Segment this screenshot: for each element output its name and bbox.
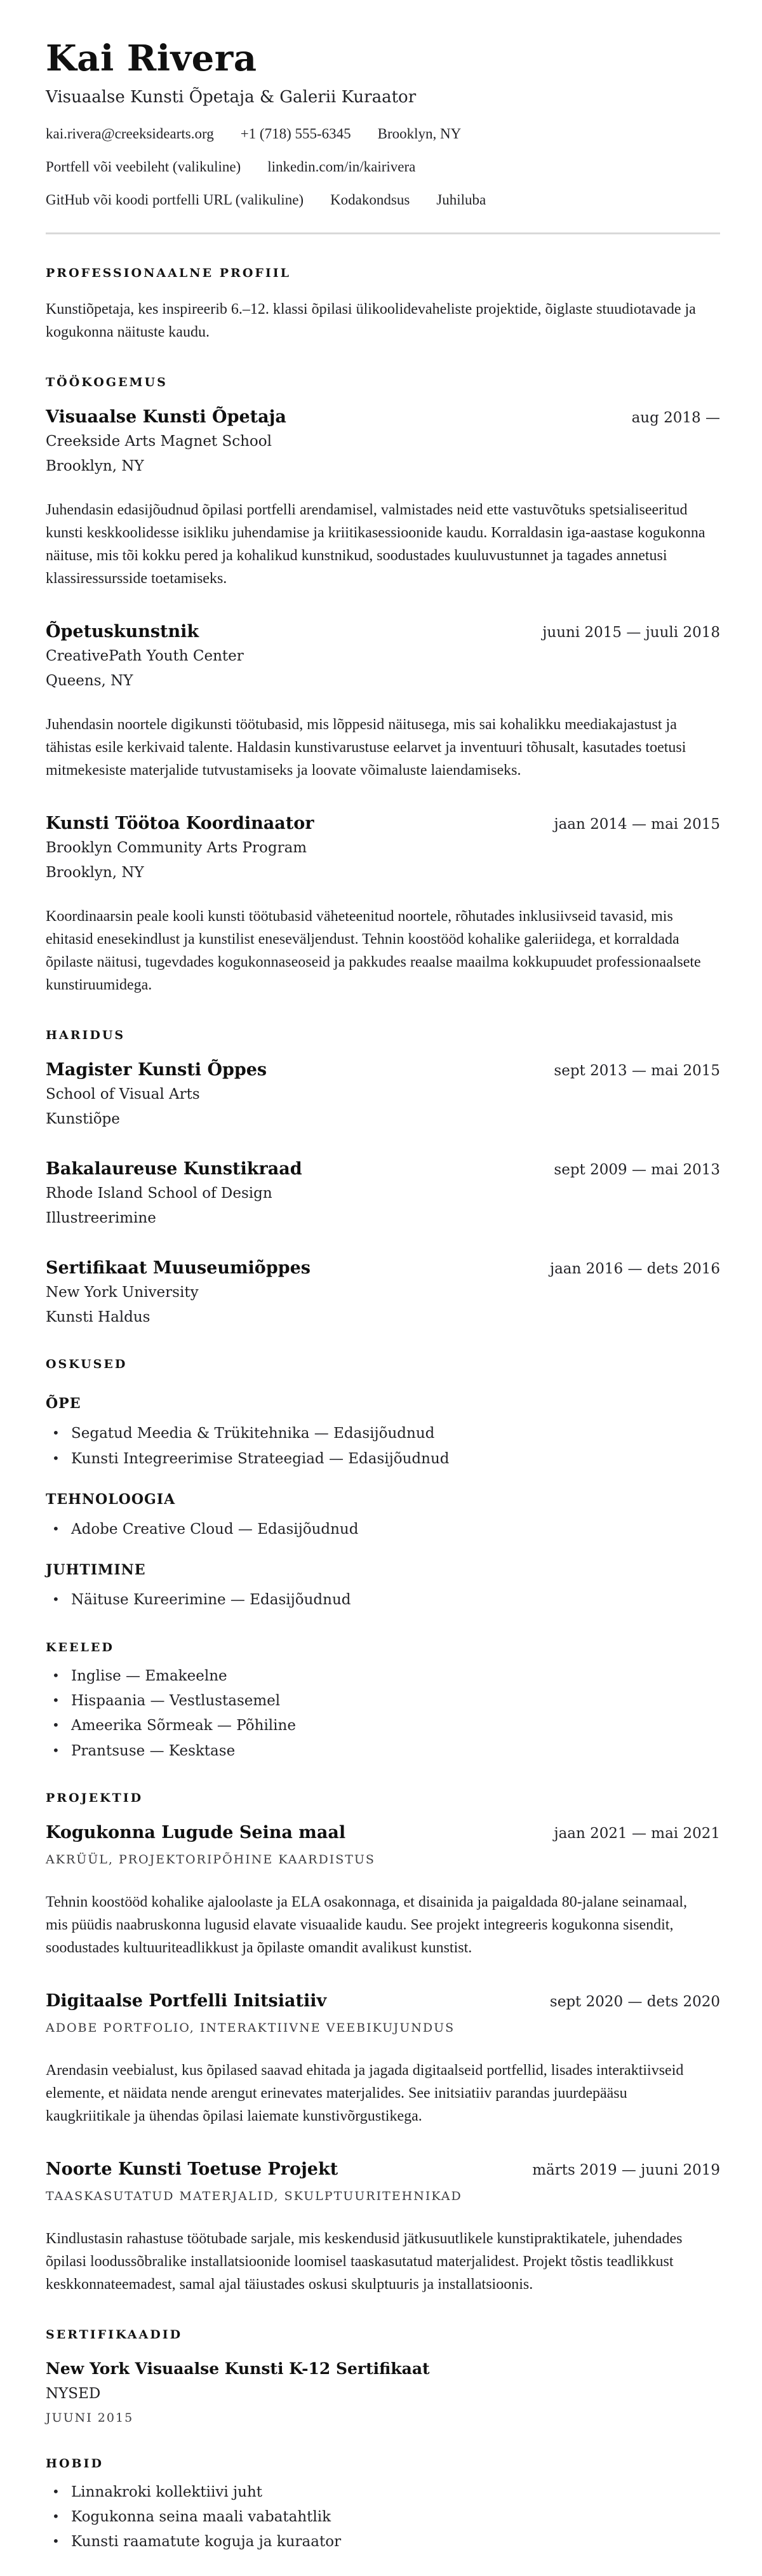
job-location: Brooklyn, NY <box>46 458 144 475</box>
project-dates: sept 2020 — dets 2020 <box>549 1993 720 2010</box>
skills-heading: OSKUSED <box>46 1357 128 1372</box>
section-experience <box>46 375 720 996</box>
project-tags: TAASKASUTATUD MATERJALID, SKULPTUURITEHNIKAD <box>46 2189 462 2203</box>
contact-citizenship-label: Kodakondsus <box>330 192 410 208</box>
contact-row-3 <box>46 192 720 208</box>
certification-date: JUUNI 2015 <box>46 2410 134 2425</box>
job-entry <box>46 814 720 996</box>
hobbies-list <box>46 2485 720 2551</box>
education-field: Kunsti Haldus <box>46 1309 150 1326</box>
job-description: Juhendasin edasijõudnud õpilasi portfelli arendamisel, valmistades neid ette vastuvõtuks spetsialiseeritud kunsti keskkoolidesse isikliku juhendamise ja kriitikasessioonide kaudu. Korraldasin iga-aastase kogukonna näituse, mis tõi kokku pered ja kohalikud kunstnikud, soodustades kuuluvustunnet ja tagades annetusi klassiressursside toetamiseks. <box>46 502 705 587</box>
hobbies-heading: HOBID <box>46 2456 104 2471</box>
section-hobbies <box>46 2457 720 2551</box>
job-description: Juhendasin noortele digikunsti töötubasid, mis lõppesid näitusega, mis sai kohalikku meediakajastust ja tähistas esile kerkivaid talente. Haldasin kunstivarustuse eelarvet ja inventuuri tõhusalt, kasutades toetusi mitmekesiste materjalide tutvustamiseks ja loovate võimaluste laiendamiseks. <box>46 716 686 779</box>
contact-location: Brooklyn, NY <box>377 126 462 142</box>
project-description: Tehnin koostööd kohalike ajaloolaste ja ELA osakonnaga, et disainida ja paigaldada 80-jalane seinamaal, mis püüdis naabruskonna lugusid elavate visuaalide kaudu. See projekt integreeris kogukonna sisendit, soodustades kultuuriteadlikkust ja õpilaste omandit avalikust kunstist. <box>46 1893 687 1956</box>
education-school: Rhode Island School of Design <box>46 1185 272 1202</box>
contact-portfolio-label: Portfell või veebileht (valikuline) <box>46 159 241 175</box>
certifications-heading: SERTIFIKAADID <box>46 2327 183 2342</box>
job-dates: jaan 2014 — mai 2015 <box>554 816 720 833</box>
project-entry <box>46 1991 720 2128</box>
contact-linkedin: linkedin.com/in/kairivera <box>267 159 416 175</box>
education-degree: Sertifikaat Muuseumiõppes <box>46 1258 311 1278</box>
job-location: Brooklyn, NY <box>46 864 144 882</box>
project-entry <box>46 2159 720 2296</box>
job-dates: aug 2018 — <box>631 410 720 427</box>
certification-entry <box>46 2359 720 2425</box>
section-languages <box>46 1640 720 1759</box>
experience-heading: TÖÖKOGEMUS <box>46 375 168 390</box>
header-divider <box>46 232 720 234</box>
project-title: Digitaalse Portfelli Initsiatiiv <box>46 1990 327 2011</box>
skills-group-leadership: JUHTIMINE <box>46 1562 146 1579</box>
skill-item: • Näituse Kureerimine — Edasijõudnud <box>46 1592 720 1608</box>
education-entry <box>46 1060 720 1127</box>
hobby-item: • Kunsti raamatute koguja ja kuraator <box>46 2534 720 2550</box>
contact-github-label: GitHub või koodi portfelli URL (valikuline) <box>46 192 304 208</box>
education-heading: HARIDUS <box>46 1028 126 1043</box>
hobby-item: • Linnakroki kollektiivi juht <box>46 2485 720 2500</box>
languages-list <box>46 1668 720 1759</box>
section-profile <box>46 266 720 344</box>
project-tags: ADOBE PORTFOLIO, INTERAKTIIVNE VEEBIKUJUNDUS <box>46 2020 455 2035</box>
language-item: • Prantsuse — Kesktase <box>46 1743 720 1759</box>
contact-row-1 <box>46 126 720 142</box>
project-description: Arendasin veebialust, kus õpilased saavad ehitada ja jagada digitaalseid portfellid, lisades interaktiivseid elemente, et näidata nende arengut erinevates materjalides. See initsiatiiv parandas juurdepääsu kaugkriitikale ja ühendas õpilasi laiemate kunstivõrgustikega. <box>46 2062 684 2124</box>
job-entry <box>46 622 720 782</box>
contact-row-2 <box>46 159 720 175</box>
education-entry <box>46 1159 720 1226</box>
education-degree: Magister Kunsti Õppes <box>46 1060 267 1080</box>
contact-info <box>46 126 720 208</box>
certification-issuer: NYSED <box>46 2385 101 2402</box>
job-title: Õpetuskunstnik <box>46 622 199 642</box>
certification-name: New York Visuaalse Kunsti K-12 Sertifikaat <box>46 2359 430 2378</box>
languages-heading: KEELED <box>46 1640 114 1654</box>
job-title: Kunsti Töötoa Koordinaator <box>46 814 314 834</box>
section-skills <box>46 1357 720 1608</box>
language-item: • Ameerika Sõrmeak — Põhiline <box>46 1718 720 1734</box>
skill-item: • Adobe Creative Cloud — Edasijõudnud <box>46 1522 720 1538</box>
education-dates: jaan 2016 — dets 2016 <box>549 1261 720 1278</box>
contact-email: kai.rivera@creeksidearts.org <box>46 126 214 142</box>
person-name: Kai Rivera <box>46 37 257 79</box>
education-field: Illustreerimine <box>46 1210 156 1227</box>
project-title: Kogukonna Lugude Seina maal <box>46 1822 346 1842</box>
job-dates: juuni 2015 — juuli 2018 <box>542 624 720 641</box>
person-job-title: Visuaalse Kunsti Õpetaja & Galerii Kuraator <box>46 88 417 107</box>
contact-license-label: Juhiluba <box>436 192 486 208</box>
education-degree: Bakalaureuse Kunstikraad <box>46 1159 302 1179</box>
education-school: School of Visual Arts <box>46 1086 200 1103</box>
language-item: • Hispaania — Vestlustasemel <box>46 1693 720 1709</box>
projects-heading: PROJEKTID <box>46 1790 144 1805</box>
education-entry <box>46 1258 720 1325</box>
contact-phone: +1 (718) 555-6345 <box>240 126 351 142</box>
section-education <box>46 1028 720 1325</box>
project-dates: jaan 2021 — mai 2021 <box>554 1825 720 1842</box>
job-location: Queens, NY <box>46 673 133 690</box>
job-company: Creekside Arts Magnet School <box>46 433 272 450</box>
skill-item: • Segatud Meedia & Trükitehnika — Edasijõudnud <box>46 1426 720 1442</box>
project-description: Kindlustasin rahastuse töötubade sarjale, mis keskendusid jätkusuutlikele kunstipraktikatele, juhendades õpilasi loodussõbralike installatsioonide loomisel taaskasutatud materjalidest. Projekt tõstis teadlikkust keskkonnateemadest, samal ajal täiustades oskusi skulptuuris ja installatsioonis. <box>46 2230 683 2293</box>
resume-header <box>46 39 720 208</box>
job-company: CreativePath Youth Center <box>46 648 244 665</box>
education-school: New York University <box>46 1284 199 1301</box>
education-field: Kunstiõpe <box>46 1111 120 1128</box>
skills-group-technology: TEHNOLOOGIA <box>46 1491 176 1508</box>
job-description: Koordinaarsin peale kooli kunsti töötubasid väheteenitud noortele, rõhutades inklusiivseid tavasid, mis ehitasid enesekindlust ja kunstilist eneseväljendust. Tehnin koostööd kohalike galeriidega, et korraldada õpilaste näitusi, tugevdades kogukonnaseoseid ja pakkudes reaalse maailma kokkupuudet professionaalsete kunstiruumidega. <box>46 908 701 994</box>
skills-list-teaching <box>46 1426 720 1467</box>
skill-item: • Kunsti Integreerimise Strateegiad — Edasijõudnud <box>46 1451 720 1467</box>
skills-list-technology <box>46 1522 720 1538</box>
language-item: • Inglise — Emakeelne <box>46 1668 720 1684</box>
project-dates: märts 2019 — juuni 2019 <box>532 2161 720 2178</box>
hobby-item: • Kogukonna seina maali vabatahtlik <box>46 2509 720 2525</box>
skills-group-teaching: ÕPE <box>46 1395 81 1412</box>
job-title: Visuaalse Kunsti Õpetaja <box>46 407 286 427</box>
section-projects <box>46 1791 720 2296</box>
education-dates: sept 2009 — mai 2013 <box>554 1162 720 1179</box>
profile-heading: PROFESSIONAALNE PROFIIL <box>46 266 291 281</box>
job-entry <box>46 407 720 590</box>
project-entry <box>46 1823 720 1959</box>
project-title: Noorte Kunsti Toetuse Projekt <box>46 2159 338 2179</box>
project-tags: AKRÜÜL, PROJEKTORIPÕHINE KAARDISTUS <box>46 1852 375 1867</box>
skills-list-leadership <box>46 1592 720 1608</box>
profile-text: Kunstiõpetaja, kes inspireerib 6.–12. klassi õpilasi ülikoolidevaheliste projektide, õiglaste stuudiotavade ja kogukonna näituste kaudu. <box>46 301 696 341</box>
section-certifications <box>46 2328 720 2425</box>
job-company: Brooklyn Community Arts Program <box>46 840 307 857</box>
education-dates: sept 2013 — mai 2015 <box>554 1063 720 1080</box>
